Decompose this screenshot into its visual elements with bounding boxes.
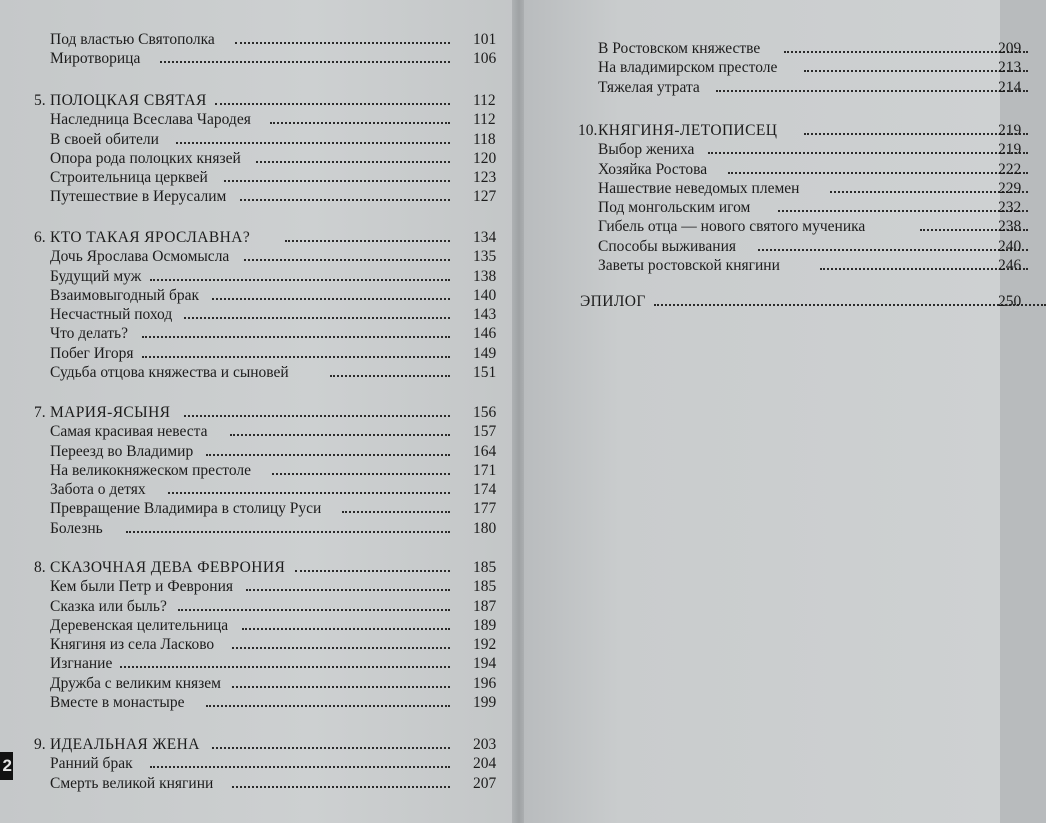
toc-entry: Под монгольским игом 232 [598, 198, 1018, 217]
toc-entry: Переезд во Владимир 164 [50, 442, 497, 460]
toc-entry: Превращение Владимира в столицу Руси 177 [50, 500, 497, 518]
toc-entry: Дочь Ярослава Осмомысла 135 [50, 248, 497, 266]
toc-entry: Гибель отца — нового святого мученика 238 [598, 217, 1018, 236]
toc-entry: Побег Игоря 149 [50, 344, 497, 362]
toc-entry: Дружба с великим князем 196 [50, 674, 497, 692]
toc-entry: Вместе в монастыре 199 [50, 694, 497, 712]
toc-entry: Княгиня из села Ласково 192 [50, 636, 497, 654]
right-page [524, 0, 1022, 823]
toc-entry: Смерть великой княгини 207 [50, 774, 497, 792]
toc-entry: Хозяйка Ростова 222 [598, 160, 1018, 179]
toc-entry: Забота о детях 174 [50, 481, 497, 499]
toc-section-intro-right [598, 39, 1022, 97]
toc-entry: Болезнь 180 [50, 519, 497, 537]
toc-entry: Миротворица 106 [50, 50, 497, 68]
toc-entry: Строительница церквей 123 [50, 169, 497, 187]
toc-entry: Судьба отцова княжества и сыновей 151 [50, 364, 497, 382]
toc-entry: Изгнание 194 [50, 655, 497, 673]
toc-epilogue [580, 292, 1022, 311]
toc-entry: Деревенская целительница 189 [50, 616, 497, 634]
toc-chapter-9 [34, 735, 520, 793]
toc-entry: Выбор жениха 219 [598, 140, 1018, 159]
toc-entry: Тяжелая утрата 214 [598, 78, 1018, 97]
toc-entry: Путешествие в Иерусалим 127 [50, 188, 497, 206]
toc-entry: Ранний брак 204 [50, 755, 497, 773]
toc-entry: Наследница Всеслава Чародея 112 [50, 111, 496, 129]
toc-entry: Под властью Святополка 101 [50, 31, 497, 48]
chapter-heading: 5. ПОЛОЦКАЯ СВЯТАЯ 112 [34, 92, 496, 109]
toc-entry: Несчастный поход 143 [50, 306, 497, 324]
toc-entry: Опора рода полоцких князей 120 [50, 149, 497, 167]
toc-entry: В Ростовском княжестве 209 [598, 39, 1018, 58]
chapter-heading: 6. КТО ТАКАЯ ЯРОСЛАВНА? 134 [34, 229, 497, 246]
toc-entry: Заветы ростовской княгини 246 [598, 256, 1018, 275]
toc-entry: Взаимовыгодный брак 140 [50, 286, 497, 304]
toc-chapter-6 [34, 228, 520, 382]
toc-entry: На великокняжеском престоле 171 [50, 461, 497, 479]
toc-section-intro [50, 30, 520, 69]
toc-entry: Будущий муж 138 [50, 267, 497, 285]
toc-entry: Самая красивая невеста 157 [50, 423, 497, 441]
chapter-heading: 7. МАРИЯ-ЯСЫНЯ 156 [34, 404, 497, 421]
toc-entry: Кем были Петр и Феврония 185 [50, 578, 497, 596]
toc-entry: Что делать? 146 [50, 325, 497, 343]
left-page [0, 0, 520, 823]
toc-chapter-10 [578, 121, 1022, 275]
toc-chapter-7 [34, 403, 520, 538]
toc-entry: На владимирском престоле 213 [598, 58, 1018, 77]
toc-chapter-8 [34, 558, 520, 712]
chapter-heading: ЭПИЛОГ 250 [580, 292, 1018, 311]
chapter-heading: 9. ИДЕАЛЬНАЯ ЖЕНА 203 [34, 736, 497, 753]
toc-entry: Способы выживания 240 [598, 237, 1018, 256]
toc-entry: Нашествие неведомых племен 229 [598, 179, 1018, 198]
toc-chapter-5 [34, 91, 520, 207]
toc-entry: Сказка или быль? 187 [50, 597, 497, 615]
toc-entry: В своей обители 118 [50, 130, 496, 148]
page-number: 2 [0, 752, 13, 780]
chapter-heading: 10. КНЯГИНЯ-ЛЕТОПИСЕЦ 219 [598, 121, 1018, 140]
chapter-heading: 8. СКАЗОЧНАЯ ДЕВА ФЕВРОНИЯ 185 [34, 559, 497, 576]
